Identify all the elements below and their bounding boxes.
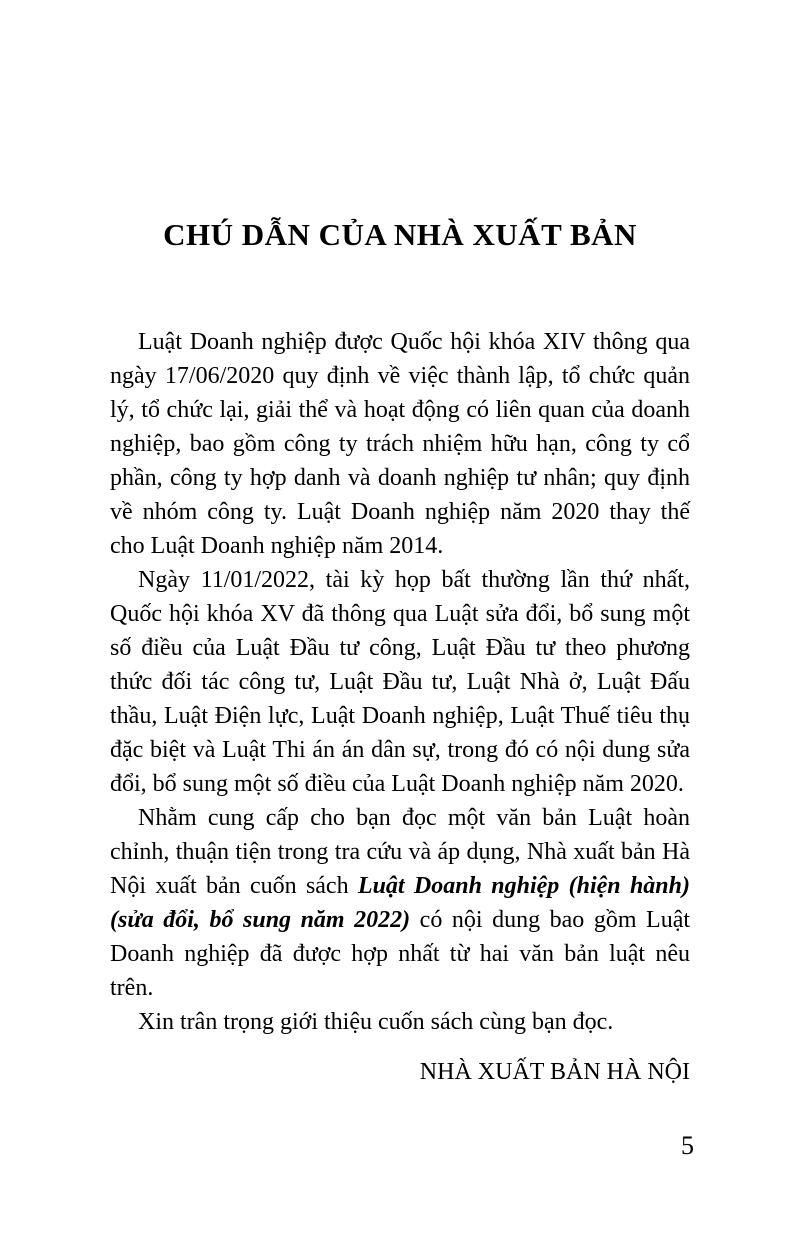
paragraph-publication-before: Nhằm cung cấp cho bạn đọc một văn bản Luật hoàn chỉnh, thuận tiện trong tra cứu và áp dụng, Nhà xuất bản Hà Nội xuất bản cuốn sách <box>110 805 690 899</box>
paragraph-law-overview: Luật Doanh nghiệp được Quốc hội khóa XIV thông qua ngày 17/06/2020 quy định về việc thành lập, tổ chức quản lý, tổ chức lại, giải thể và hoạt động có liên quan của doanh nghiệp, bao gồm công ty trách nhiệm hữu hạn, công ty cổ phần, công ty hợp danh và doanh nghiệp tư nhân; quy định về nhóm công ty. Luật Doanh nghiệp năm 2020 thay thế cho Luật Doanh nghiệp năm 2014. <box>110 329 690 559</box>
publisher-signature: NHÀ XUẤT BẢN HÀ NỘI <box>419 1059 690 1085</box>
paragraph-publication <box>110 801 690 1005</box>
page-number: 5 <box>681 1131 694 1160</box>
book-title-emphasis: Luật Doanh nghiệp (hiện hành) (sửa đổi, bổ sung năm 2022) <box>110 873 690 933</box>
body-text <box>110 325 690 1089</box>
page-title: CHÚ DẪN CỦA NHÀ XUẤT BẢN <box>163 217 637 252</box>
paragraph-amendment: Ngày 11/01/2022, tài kỳ họp bất thường lần thứ nhất, Quốc hội khóa XV đã thông qua Luật sửa đổi, bổ sung một số điều của Luật Đầu tư công, Luật Đầu tư theo phương thức đối tác công tư, Luật Đầu tư, Luật Nhà ở, Luật Đấu thầu, Luật Điện lực, Luật Doanh nghiệp, Luật Thuế tiêu thụ đặc biệt và Luật Thi án án dân sự, trong đó có nội dung sửa đổi, bổ sung một số điều của Luật Doanh nghiệp năm 2020. <box>110 567 690 797</box>
paragraph-publication-after: có nội dung bao gồm Luật Doanh nghiệp đã được hợp nhất từ hai văn bản luật nêu trên. <box>110 907 691 1001</box>
paragraph-closing: Xin trân trọng giới thiệu cuốn sách cùng bạn đọc. <box>138 1009 614 1035</box>
page-content <box>110 215 690 1089</box>
